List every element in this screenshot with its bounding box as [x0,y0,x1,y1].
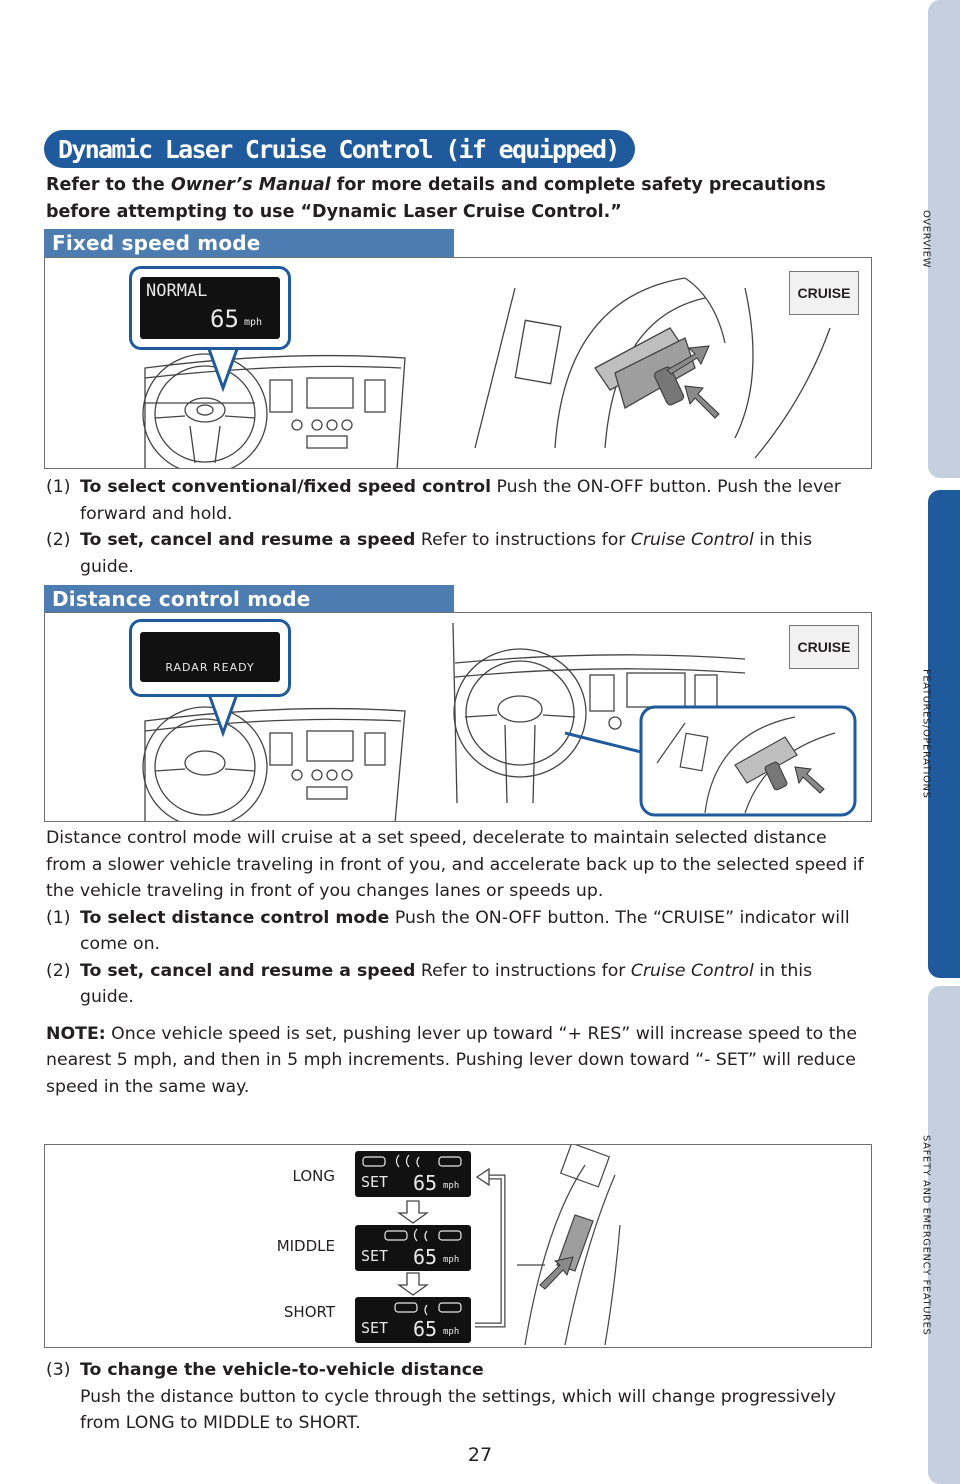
item-heading: To change the vehicle-to-vehicle distance [80,1360,484,1380]
instruction-item [46,958,866,1011]
item-heading: To select conventional/fixed speed control [80,477,492,497]
radar-display-screen [140,632,280,682]
radar-ready-text: RADAR READY [165,661,255,674]
cruise-indicator: CRUISE [789,271,859,315]
side-tab-label: SAFETY AND EMERGENCY FEATURES [920,1134,932,1336]
item-number: (2) [46,530,71,550]
intro-paragraph [46,172,876,226]
section-title: Fixed speed mode [52,231,261,255]
item-number: (3) [46,1360,71,1380]
cruise-control-ref: Cruise Control [630,960,754,981]
distance-label-short: SHORT [283,1303,335,1321]
intro-text: Refer to the [46,175,171,195]
set-label: SET [361,1319,389,1337]
speed-display-screen [140,277,280,339]
instruction-item [46,905,866,958]
page-title-banner [44,130,635,168]
item-number: (1) [46,907,71,928]
section-header-distance [44,585,454,613]
note-label: NOTE: [46,1023,106,1044]
item-number: (2) [46,960,71,981]
distance-settings-illustration [44,1144,872,1348]
set-unit: mph [443,1255,460,1265]
cruise-indicator: CRUISE [789,625,859,669]
distance-mode-illustration [44,612,872,822]
set-speed: 65 [413,1317,438,1341]
item-text: in this guide. [80,960,813,1007]
item-text: Refer to instructions for [415,530,631,550]
page-title: Dynamic Laser Cruise Control (if equipped) [58,134,619,164]
distance-cycle-diagram [45,1145,872,1348]
change-distance-instructions [46,1357,866,1437]
radar-display-callout [129,619,291,697]
instruction-item [46,527,866,580]
item-number: (1) [46,477,71,497]
side-tab-label: FEATURES/OPERATIONS [920,669,932,799]
item-text: Push the distance button to cycle through the settings, which will change progressively from LONG to MIDDLE to SHORT. [80,1386,836,1433]
speed-display-callout [129,266,291,350]
item-text: Push the ON-OFF button. The “CRUISE” indicator will come on. [80,907,850,954]
distance-label-long: LONG [292,1167,335,1185]
item-text: in this guide. [80,530,813,577]
set-unit: mph [443,1327,460,1337]
distance-mode-instructions [46,825,866,1100]
item-text: Refer to instructions for [415,960,631,981]
set-unit: mph [443,1181,460,1191]
instruction-item [46,1357,866,1437]
item-heading: To set, cancel and resume a speed [80,530,416,550]
item-heading: To select distance control mode [80,907,390,928]
owners-manual-ref: Owner’s Manual [170,175,331,195]
item-text: Push the ON-OFF button. Push the lever forward and hold. [80,477,841,524]
distance-description: Distance control mode will cruise at a set speed, decelerate to maintain selected distance from a slower vehicle traveling in front of you, and accelerate back up to the selected speed if the vehicle traveling in front of you changes lanes or speeds up. [46,828,864,901]
set-label: SET [361,1173,389,1191]
note-text: Once vehicle speed is set, pushing lever up toward “+ RES” will increase speed to the nearest 5 mph, and then in 5 mph increments. Pushing lever down toward “- SET” will reduce speed in the same way. [46,1023,858,1097]
display-speed: 65 [210,305,239,333]
instruction-item [46,474,866,527]
cruise-control-ref: Cruise Control [630,530,754,550]
distance-label-middle: MIDDLE [276,1237,335,1255]
section-title: Distance control mode [52,587,311,611]
intro-text: for more details and complete safety precautions before attempting to use “Dynamic Laser Cruise Control.” [46,175,826,222]
side-tab-label: OVERVIEW [920,209,932,269]
fixed-mode-instructions [46,474,866,580]
display-mode: NORMAL [146,281,208,301]
section-header-fixed [44,229,454,257]
fixed-mode-illustration [44,257,872,469]
page-number: 27 [467,1444,493,1466]
set-speed: 65 [413,1171,438,1195]
item-heading: To set, cancel and resume a speed [80,960,416,981]
set-label: SET [361,1247,389,1265]
display-unit: mph [244,317,263,328]
set-speed: 65 [413,1245,438,1269]
note-paragraph [46,1021,866,1101]
